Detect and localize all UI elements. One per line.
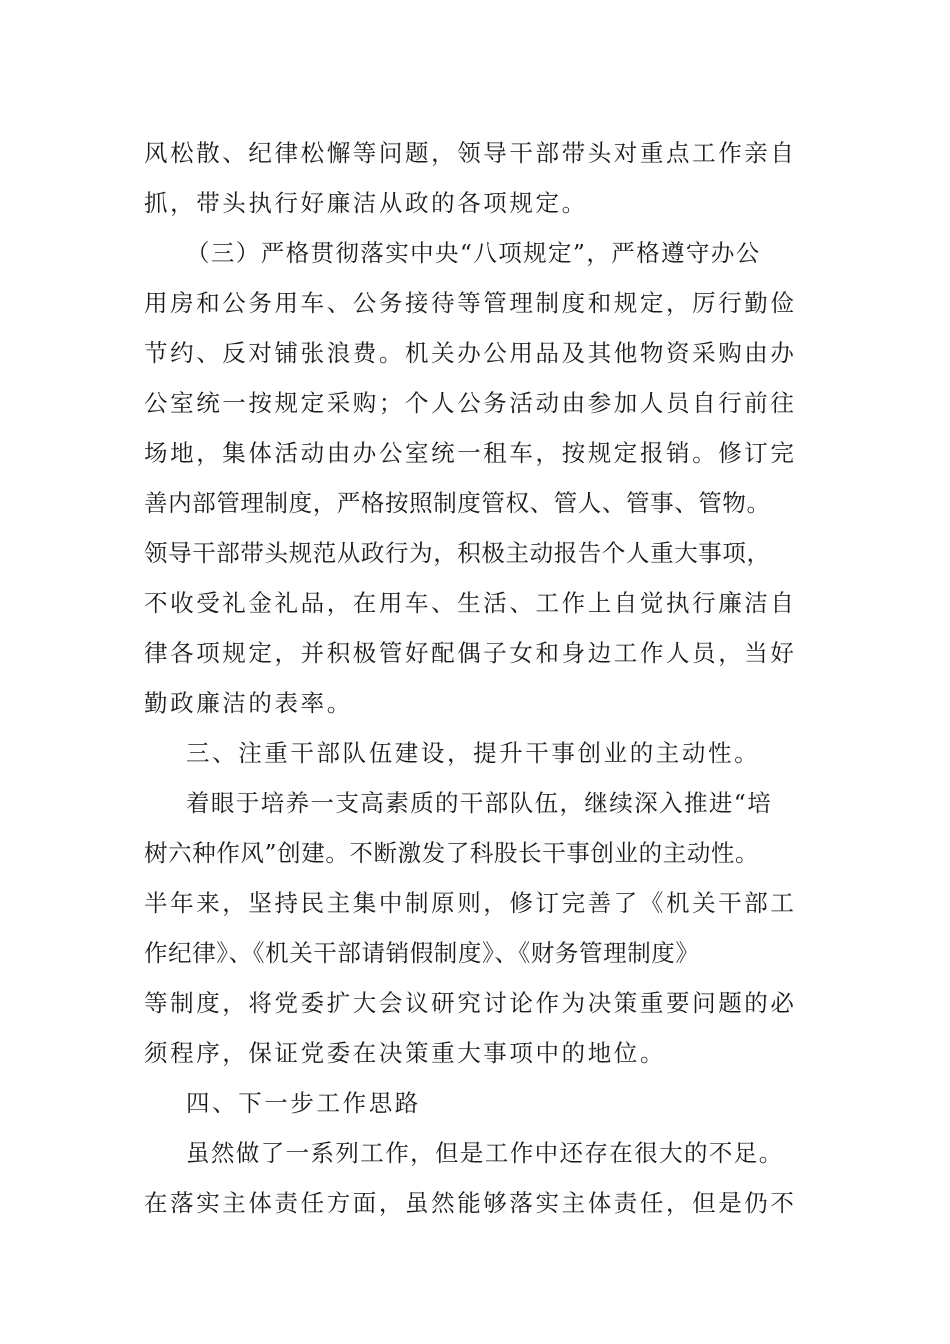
- text-line: 树六种作风”创建。不断激发了科股长干事创业的主动性。: [144, 839, 760, 867]
- text-line: 不收受礼金礼品，在用车、生活、工作上自觉执行廉洁自: [144, 589, 797, 617]
- text-line: （三）严格贯彻落实中央“八项规定”，严格遵守办公: [186, 239, 761, 267]
- text-line: 虽然做了一系列工作，但是工作中还存在很大的不足。: [186, 1139, 784, 1167]
- text-line: 公室统一按规定采购；个人公务活动由参加人员自行前往: [144, 389, 797, 417]
- text-line: 抓，带头执行好廉洁从政的各项规定。: [144, 189, 588, 217]
- text-line: 勤政廉洁的表率。: [144, 689, 353, 717]
- text-line: 等制度，将党委扩大会议研究讨论作为决策重要问题的必: [144, 989, 797, 1017]
- text-line: 领导干部带头规范从政行为，积极主动报告个人重大事项，: [144, 539, 771, 567]
- text-line: 在落实主体责任方面，虽然能够落实主体责任，但是仍不: [144, 1189, 797, 1217]
- text-line: 须程序，保证党委在决策重大事项中的地位。: [144, 1039, 666, 1067]
- section-heading: 三、注重干部队伍建设，提升干事创业的主动性。: [186, 739, 761, 767]
- text-line: 风松散、纪律松懈等问题，领导干部带头对重点工作亲自: [144, 139, 797, 167]
- text-line: 善内部管理制度，严格按照制度管权、管人、管事、管物。: [144, 489, 771, 517]
- text-line: 半年来，坚持民主集中制原则，修订完善了《机关干部工: [144, 889, 797, 917]
- text-line: 作纪律》、《机关干部请销假制度》、《财务管理制度》: [144, 939, 700, 967]
- text-line: 场地，集体活动由办公室统一租车，按规定报销。修订完: [144, 439, 797, 467]
- text-line: 律各项规定，并积极管好配偶子女和身边工作人员，当好: [144, 639, 797, 667]
- text-line: 用房和公务用车、公务接待等管理制度和规定，厉行勤俭: [144, 289, 797, 317]
- text-line: 着眼于培养一支高素质的干部队伍，继续深入推进“培: [186, 789, 773, 817]
- text-line: 节约、反对铺张浪费。机关办公用品及其他物资采购由办: [144, 339, 797, 367]
- section-heading: 四、下一步工作思路: [186, 1089, 421, 1117]
